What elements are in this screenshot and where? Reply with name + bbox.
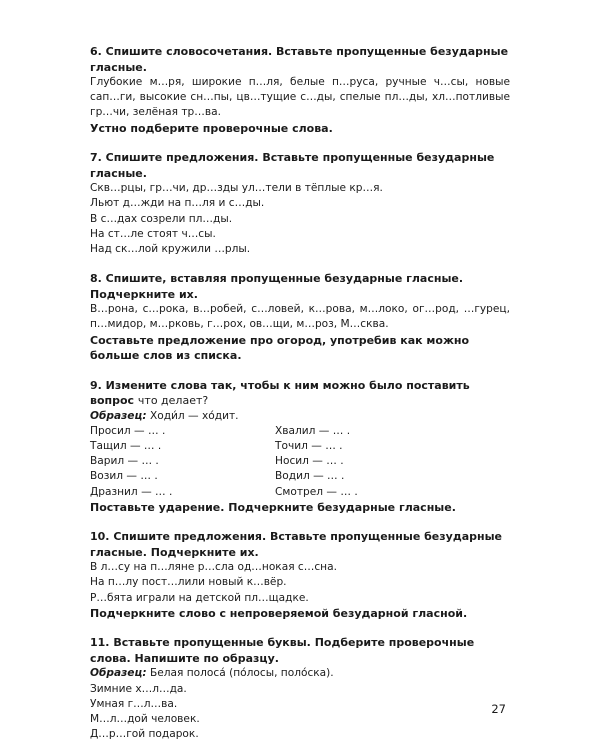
task-9-example (74, 409, 510, 424)
task-10-heading: 10. Спишите предложения. Вставьте пропущенные безударные гласные. Подчеркните их. (90, 530, 503, 559)
task-10-note: Подчеркните слово с непроверяемой безударной гласной. (90, 606, 468, 620)
task-7-line: На ст…ле стоят ч…сы. (90, 227, 216, 240)
task-8-text: В…рона, с…рока, в…робей, с…ловей, к…рова, м…локо, ог…род, …гурец, п…мидор, м…рковь, г…рох, ов…щи, м…роз, М…сква. (90, 303, 510, 331)
task-11-line: М…л…дой человек. (90, 712, 200, 725)
task-11-line: Д…р…гой подарок. (90, 728, 199, 741)
task-10-line: В л…су на п…ляне р…сла од…нокая с…сна. (90, 561, 337, 574)
task-9-item: Носил — … . (275, 455, 344, 468)
task-8-note: Составьте предложение про огород, употребив как можно больше слов из списка. (90, 333, 470, 363)
task-7-line: Скв…рцы, гр…чи, др…зды ул…тели в тёплые кр…я. (90, 182, 383, 195)
task-9-item: Тащил — … . (90, 439, 162, 452)
task-9-item: Смотрел — … . (275, 485, 358, 498)
task-11-line: Зимние х…л…да. (90, 682, 187, 695)
task-9-item: Точил — … . (275, 439, 343, 452)
task-8-heading: 8. Спишите, вставляя пропущенные безударные гласные. Подчеркните их. (90, 272, 464, 301)
task-10 (74, 529, 510, 621)
task-11 (74, 635, 510, 742)
task-7-line: Льют д…жди на п…ля и с…ды. (90, 197, 265, 210)
task-9-heading (74, 378, 510, 409)
task-10-line: На п…лу пост…лили новый к…вёр. (90, 576, 287, 589)
task-7-line: Над ск…лой кружили …рлы. (90, 242, 251, 255)
task-9-example-text: Ходи́л — хо́дит. (149, 409, 239, 422)
task-6-note: Устно подберите проверочные слова. (90, 121, 333, 135)
task-6-heading: 6. Спишите словосочетания. Вставьте пропущенные безударные гласные. (90, 45, 509, 74)
task-6 (74, 44, 510, 136)
task-6-text: Глубокие м…ря, широкие п…ля, белые п…руса, ручные ч…сы, новые сап…ги, высокие сн…пы, цв…тущие с…ды, спелые пл…ды, хл…потливые гр…чи, зелёная тр…ва. (90, 76, 510, 119)
task-9 (74, 378, 510, 516)
task-9-item: Варил — … . (90, 455, 159, 468)
task-9-item: Дразнил — … . (90, 485, 173, 498)
task-9-item: Хвалил — … . (275, 424, 351, 437)
task-9-example-label: Образец: (90, 409, 147, 422)
task-8 (74, 271, 510, 363)
page-content (74, 44, 510, 756)
task-9-heading-question: что делает? (137, 394, 209, 408)
task-9-note: Поставьте ударение. Подчеркните безударные гласные. (90, 500, 456, 514)
task-7 (74, 150, 510, 257)
task-10-line: Р…бята играли на детской пл…щадке. (90, 591, 309, 604)
page-number: 27 (491, 702, 506, 716)
task-11-example-text: Белая полоса́ (по́лосы, поло́ска). (149, 667, 334, 680)
task-9-word-columns (74, 424, 510, 500)
task-9-heading-bold: 9. Измените слова так, чтобы к ним можно было поставить вопрос (90, 378, 470, 408)
task-11-example-label: Образец: (90, 667, 147, 680)
task-7-line: В с…дах созрели пл…ды. (90, 212, 233, 225)
task-9-item: Просил — … . (90, 424, 166, 437)
task-9-item: Водил — … . (275, 470, 345, 483)
task-9-item: Возил — … . (90, 470, 158, 483)
task-11-line: Умная г…л…ва. (90, 697, 178, 710)
task-11-example (74, 666, 510, 681)
task-7-heading: 7. Спишите предложения. Вставьте пропущенные безударные гласные. (90, 151, 495, 180)
task-11-heading: 11. Вставьте пропущенные буквы. Подберите проверочные слова. Напишите по образцу. (90, 636, 475, 665)
